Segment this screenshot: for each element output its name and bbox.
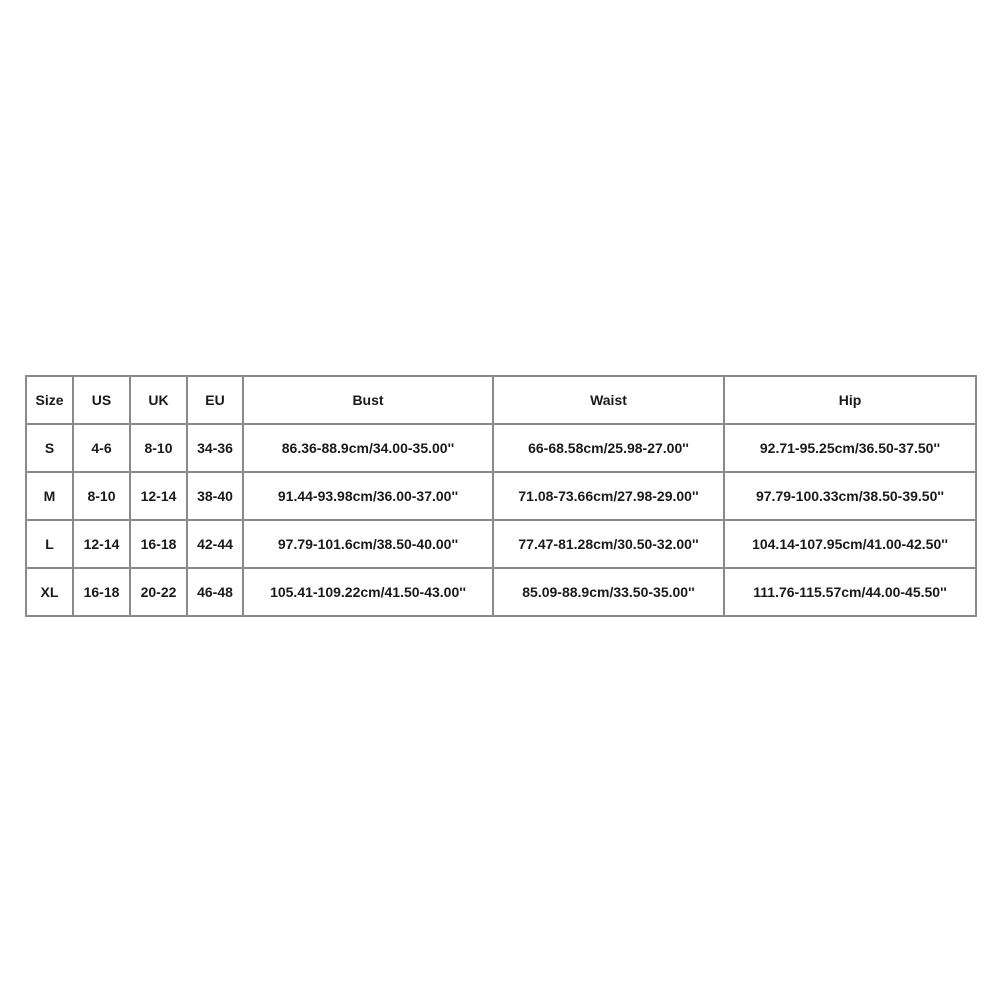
cell-hip: 92.71-95.25cm/36.50-37.50'' (724, 424, 976, 472)
cell-uk: 12-14 (130, 472, 187, 520)
cell-uk: 8-10 (130, 424, 187, 472)
cell-hip: 111.76-115.57cm/44.00-45.50'' (724, 568, 976, 616)
cell-us: 4-6 (73, 424, 130, 472)
cell-uk: 16-18 (130, 520, 187, 568)
cell-size: M (26, 472, 73, 520)
header-bust: Bust (243, 376, 493, 424)
header-hip: Hip (724, 376, 976, 424)
cell-us: 8-10 (73, 472, 130, 520)
cell-hip: 104.14-107.95cm/41.00-42.50'' (724, 520, 976, 568)
cell-size: S (26, 424, 73, 472)
cell-waist: 71.08-73.66cm/27.98-29.00'' (493, 472, 724, 520)
table-row (26, 472, 976, 520)
cell-bust: 86.36-88.9cm/34.00-35.00'' (243, 424, 493, 472)
cell-us: 16-18 (73, 568, 130, 616)
size-chart-table (25, 375, 977, 617)
cell-hip: 97.79-100.33cm/38.50-39.50'' (724, 472, 976, 520)
header-eu: EU (187, 376, 243, 424)
cell-bust: 91.44-93.98cm/36.00-37.00'' (243, 472, 493, 520)
cell-eu: 46-48 (187, 568, 243, 616)
table-row (26, 424, 976, 472)
cell-eu: 38-40 (187, 472, 243, 520)
cell-bust: 97.79-101.6cm/38.50-40.00'' (243, 520, 493, 568)
header-row (26, 376, 976, 424)
header-waist: Waist (493, 376, 724, 424)
table-row (26, 520, 976, 568)
cell-bust: 105.41-109.22cm/41.50-43.00'' (243, 568, 493, 616)
cell-size: XL (26, 568, 73, 616)
cell-us: 12-14 (73, 520, 130, 568)
header-us: US (73, 376, 130, 424)
cell-size: L (26, 520, 73, 568)
cell-uk: 20-22 (130, 568, 187, 616)
cell-waist: 66-68.58cm/25.98-27.00'' (493, 424, 724, 472)
header-size: Size (26, 376, 73, 424)
cell-eu: 34-36 (187, 424, 243, 472)
header-uk: UK (130, 376, 187, 424)
table-row (26, 568, 976, 616)
cell-eu: 42-44 (187, 520, 243, 568)
cell-waist: 77.47-81.28cm/30.50-32.00'' (493, 520, 724, 568)
cell-waist: 85.09-88.9cm/33.50-35.00'' (493, 568, 724, 616)
